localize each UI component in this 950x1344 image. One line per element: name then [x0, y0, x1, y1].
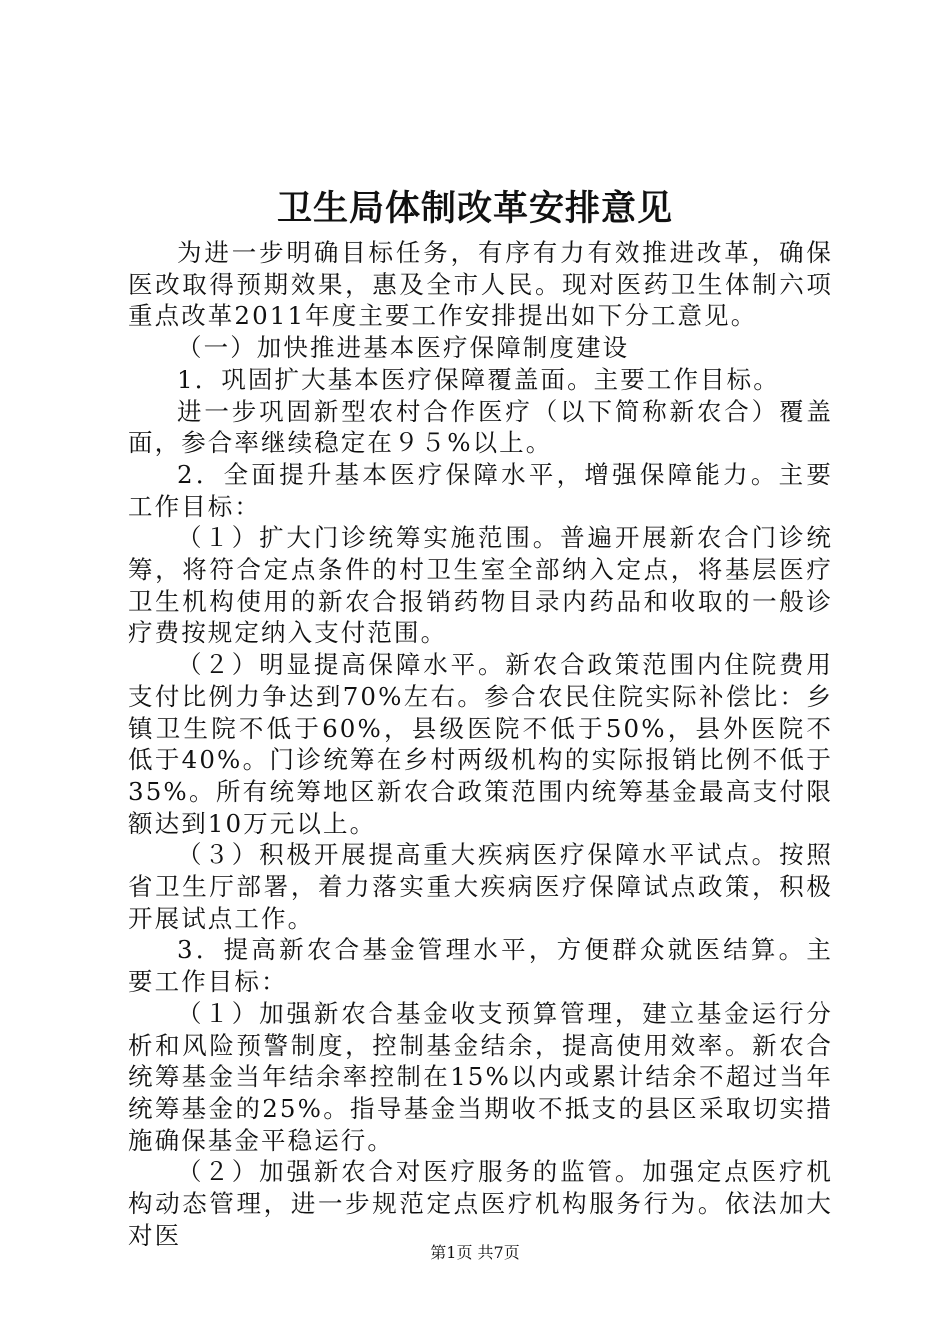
paragraph: （１）扩大门诊统筹实施范围。普遍开展新农合门诊统筹，将符合定点条件的村卫生室全部纳入定点，将基层医疗卫生机构使用的新农合报销药物目录内药品和收取的一般诊疗费按规定纳入支付范围。: [128, 523, 833, 648]
section-heading-1: （一）加快推进基本医疗保障制度建设: [177, 333, 630, 363]
paragraph: （２）明显提高保障水平。新农合政策范围内住院费用支付比例力争达到70%左右。参合农民住院实际补偿比：乡镇卫生院不低于60%，县级医院不低于50%，县外医院不低于40%。门诊统筹在乡村两级机构的实际报销比例不低于35%。所有统筹地区新农合政策范围内统筹基金最高支付限额达到10万元以上。: [128, 650, 833, 838]
paragraph: 进一步巩固新型农村合作医疗（以下简称新农合）覆盖面，参合率继续稳定在９５%以上。: [128, 396, 833, 458]
item-heading-1: 1．巩固扩大基本医疗保障覆盖面。主要工作目标。: [177, 364, 780, 394]
page-number-footer: 第1页 共7页: [430, 1243, 520, 1262]
document-body: [128, 237, 833, 1252]
paragraph: （１）加强新农合基金收支预算管理，建立基金运行分析和风险预警制度，控制基金结余，提高使用效率。新农合统筹基金当年结余率控制在15%以内或累计结余不超过当年统筹基金的25%。指导基金当期收不抵支的县区采取切实措施确保基金平稳运行。: [128, 998, 833, 1155]
paragraph: （２）加强新农合对医疗服务的监管。加强定点医疗机构动态管理，进一步规范定点医疗机构服务行为。依法加大对医: [128, 1157, 833, 1250]
document-title: 卫生局体制改革安排意见: [276, 188, 673, 229]
paragraph-intro: 为进一步明确目标任务，有序有力有效推进改革，确保医改取得预期效果，惠及全市人民。现对医药卫生体制六项重点改革2011年度主要工作安排提出如下分工意见。: [128, 238, 833, 331]
item-heading-3: 3．提高新农合基金管理水平，方便群众就医结算。主要工作目标：: [128, 935, 833, 997]
paragraph: （３）积极开展提高重大疾病医疗保障水平试点。按照省卫生厅部署，着力落实重大疾病医疗保障试点政策，积极开展试点工作。: [128, 840, 833, 933]
item-heading-2: 2．全面提升基本医疗保障水平，增强保障能力。主要工作目标：: [128, 459, 833, 521]
